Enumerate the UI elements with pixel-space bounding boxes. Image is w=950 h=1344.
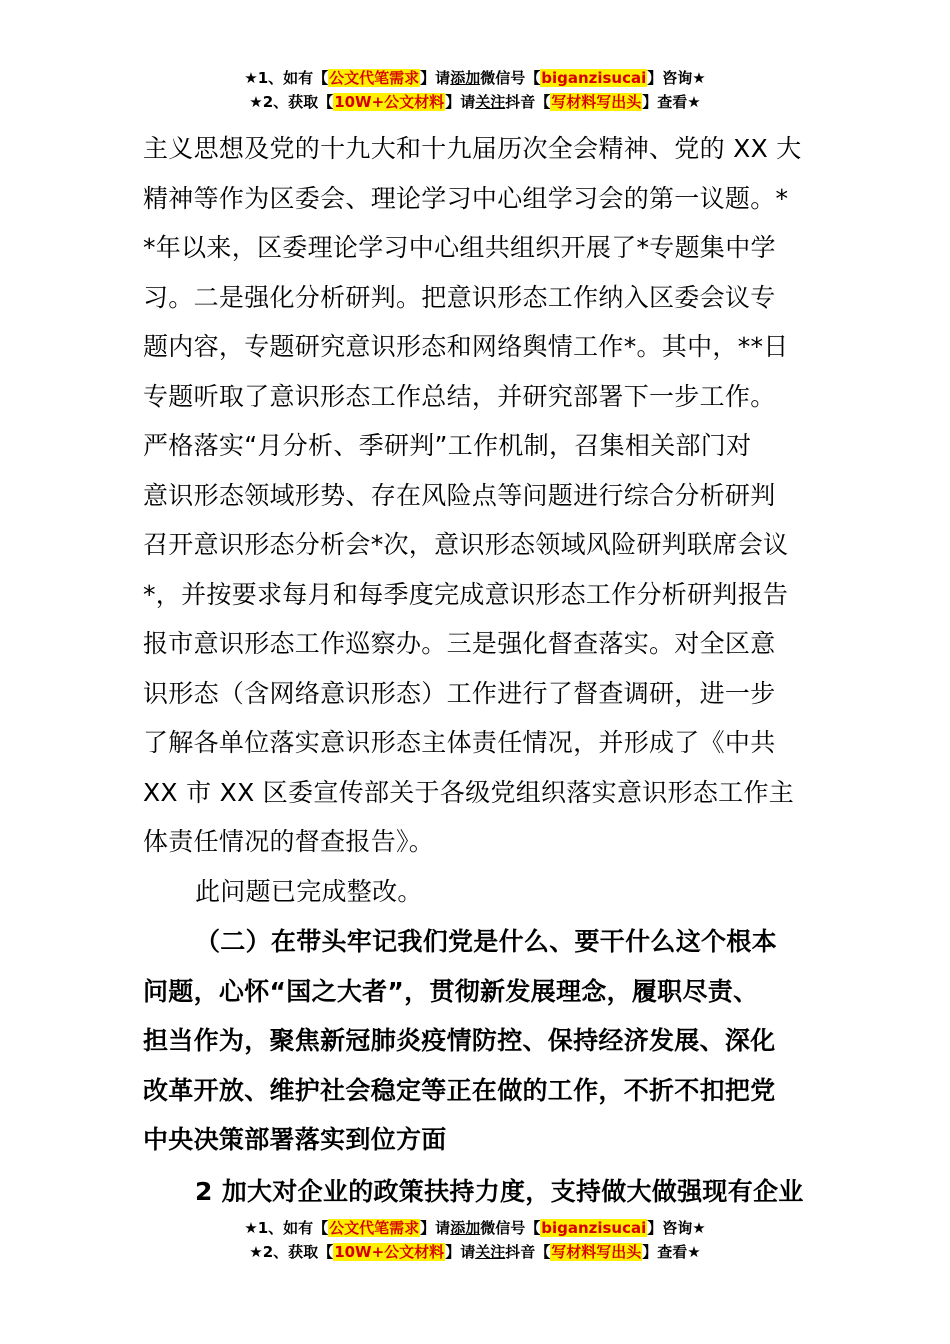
body-line: 专题听取了意识形态工作总结，并研究部署下一步工作。 [143, 381, 776, 411]
highlight-materials: 10W+公文材料 [334, 1243, 445, 1261]
body-paragraph [143, 124, 808, 916]
highlight-douyin: 写材料写出头 [551, 93, 642, 111]
heading-line: 问题，心怀“国之大者”，贯彻新发展理念，履职尽责、 [143, 976, 759, 1006]
status-line: 此问题已完成整改。 [195, 876, 423, 906]
heading-line: 改革开放、维护社会稳定等正在做的工作，不折不扣把党 [143, 1075, 776, 1105]
footer-banner [0, 1216, 950, 1264]
subheading [143, 1167, 808, 1217]
body-line: 习。二是强化分析研判。把意识形态工作纳入区委会议专 [143, 282, 776, 312]
body-line: *，并按要求每月和每季度完成意识形态工作分析研判报告 [143, 579, 789, 609]
body-line: 精神等作为区委会、理论学习中心组学习会的第一议题。* [143, 183, 789, 213]
heading-line: 担当作为，聚焦新冠肺炎疫情防控、保持经济发展、深化 [143, 1026, 776, 1055]
body-line: 了解各单位落实意识形态主体责任情况，并形成了《中共 [143, 728, 776, 757]
highlight-wechat-id: biganzisucai [541, 1219, 647, 1237]
body-line: 严格落实“月分析、季研判”工作机制，召集相关部门对 [143, 431, 752, 460]
heading-line: （二）在带头牢记我们党是什么、要干什么这个根本 [195, 927, 777, 956]
body-line: 主义思想及党的十九大和十九届历次全会精神、党的 XX 大 [143, 134, 802, 163]
section-heading [143, 917, 808, 1165]
body-line: 题内容，专题研究意识形态和网络舆情工作*。其中，**日 [143, 332, 789, 361]
body-line: *年以来，区委理论学习中心组共组织开展了*专题集中学 [143, 233, 776, 262]
highlight-materials: 10W+公文材料 [334, 93, 445, 111]
highlight-ghostwriting: 公文代笔需求 [329, 69, 420, 87]
header-line-1: ★1、如有【公文代笔需求】请添加微信号【biganzisucai】咨询★ [244, 69, 706, 87]
header-line-2: ★2、获取【10W+公文材料】请关注抖音【写材料写出头】查看★ [249, 93, 701, 111]
footer-line-2: ★2、获取【10W+公文材料】请关注抖音【写材料写出头】查看★ [249, 1243, 701, 1261]
footer-line-1: ★1、如有【公文代笔需求】请添加微信号【biganzisucai】咨询★ [244, 1219, 706, 1237]
header-banner [0, 66, 950, 114]
body-line: 识形态（含网络意识形态）工作进行了督查调研，进一步 [143, 678, 776, 708]
body-line: XX 市 XX 区委宣传部关于各级党组织落实意识形态工作主 [143, 777, 795, 807]
heading-line: 中央决策部署落实到位方面 [143, 1125, 447, 1154]
highlight-wechat-id: biganzisucai [541, 69, 647, 87]
subheading-line: 2 加大对企业的政策扶持力度，支持做大做强现有企业 [195, 1177, 804, 1206]
body-line: 意识形态领域形势、存在风险点等问题进行综合分析研判 [143, 480, 776, 510]
body-line: 报市意识形态工作巡察办。三是强化督查落实。对全区意 [143, 629, 776, 658]
highlight-douyin: 写材料写出头 [551, 1243, 642, 1261]
highlight-ghostwriting: 公文代笔需求 [329, 1219, 420, 1237]
body-line: 召开意识形态分析会*次，意识形态领域风险研判联席会议 [143, 530, 789, 559]
body-line: 体责任情况的督查报告》。 [143, 827, 435, 856]
